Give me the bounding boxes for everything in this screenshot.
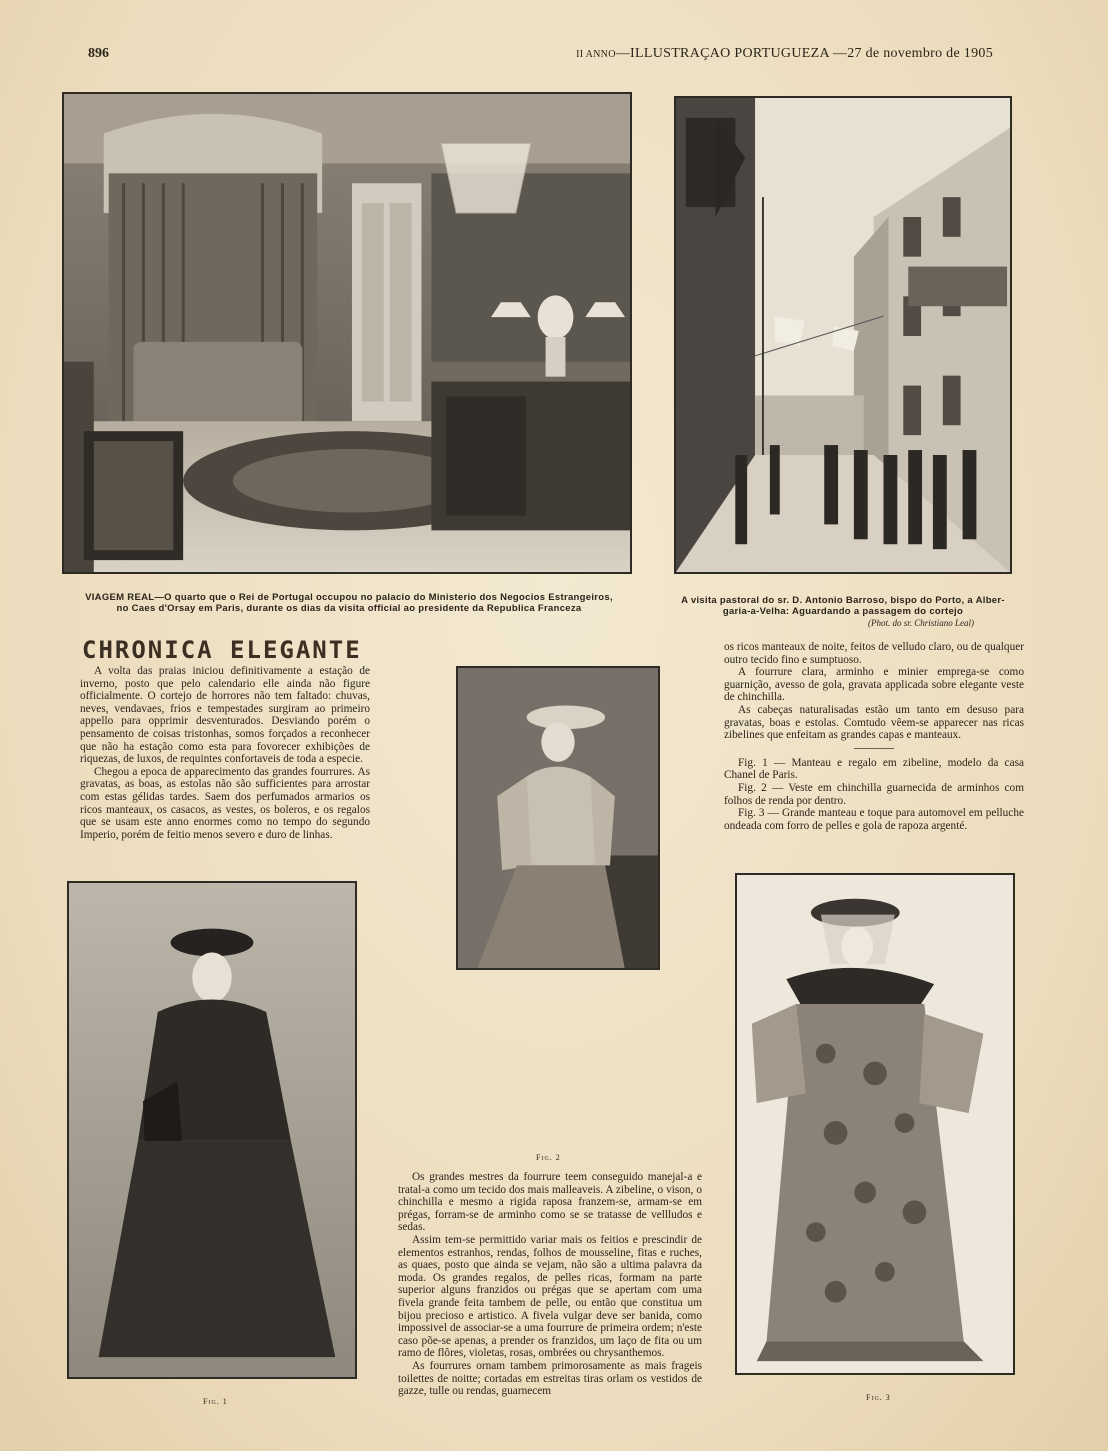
bedroom-caption-line2: no Caes d'Orsay em Paris, durante os dias da visita official ao presidente da Republica Franceza <box>116 603 582 614</box>
issue-date: 27 de novembro de 1905 <box>847 46 993 61</box>
paragraph: Chegou a epoca de apparecimento das grandes fourrures. As gravatas, as boas, as estolas não são sufficientes para arrostar com estas gélidas tardes. Saem dos perfumados armarios os ricos manteaux, os casacos, as vestes, os boleros, e os regalos que se usam este anno enormes como no tempo do segundo Imperio, porém de feitio menos severo e duro de linhas. <box>80 765 370 841</box>
article-column-3 <box>724 641 1024 832</box>
street-caption-line1: A visita pastoral do sr. D. Antonio Barroso, bispo do Porto, a Alber- <box>681 595 1005 606</box>
fig-caption-1: Fig. 1 — Manteau e regalo em zibeline, modelo da casa Chanel de Paris. <box>724 756 1024 782</box>
bedroom-photo <box>62 92 632 574</box>
street-caption-line2: garia-a-Velha: Aguardando a passagem do cortejo <box>722 606 964 617</box>
page-number: 896 <box>88 46 109 61</box>
publication-title: ILLUSTRAÇAO PORTUGUEZA <box>630 46 830 61</box>
paragraph: Assim tem-se permittido variar mais os feitios e prescindir de elementos estranhos, rendas, folhos de mousseline, fitas e ruches, as quaes, posto que ainda se vejam, não são a ultima palavra da moda. Os grandes regalos, de pelles ricas, formam na parte superior alguns franzidos ou prégas que se apertam com uma fivela grande feita tambem de pelle, ou então que constitua um bijou precioso e artistico. A fivela vulgar deve ser banida, como impossivel de associar-se a uma fourrure de primeira ordem; n'este caso põe-se apenas, a prender os franzidos, um laço de fita ou um ramo de flôres, violetas, rosas, ombrées ou chrysanthemos. <box>398 1233 702 1360</box>
running-header: II ANNO—ILLUSTRAÇAO PORTUGUEZA —27 de novembro de 1905 <box>576 46 993 61</box>
street-caption <box>656 595 1030 617</box>
fig3-photo <box>735 873 1015 1375</box>
bedroom-caption <box>44 592 654 614</box>
fig-caption-3: Fig. 3 — Grande manteau e toque para automovel em pelluche ondeada com forro de pelles e gola de rapoza argenté. <box>724 807 1024 832</box>
fig-caption-2: Fig. 2 — Veste em chinchilla guarnecida de arminhos com folhos de renda por dentro. <box>724 781 1024 807</box>
paragraph: As fourrures ornam tambem primorosamente as mais frageis toilettes de noitte; cortadas em estreitas tiras orlam os vestidos de gazze, tulle ou rendas, guarnecem <box>398 1359 702 1398</box>
paragraph: As cabeças naturalisadas estão um tanto em desuso para gravatas, boas e estolas. Comtudo vêem-se apparecer nas ricas zibelines que enfeitam as grandes capas e manteaux. <box>724 703 1024 742</box>
year-label: II ANNO <box>576 49 616 60</box>
fig1-photo <box>67 881 357 1379</box>
fig2-label: Fig. 2 <box>536 1153 561 1162</box>
bedroom-caption-line1: VIAGEM REAL—O quarto que o Rei de Portugal occupou no palacio do Ministerio dos Negocios Estrangeiros, <box>85 592 613 603</box>
article-title: CHRONICA ELEGANTE <box>82 636 362 664</box>
fig1-label: Fig. 1 <box>203 1397 228 1406</box>
fig2-photo <box>456 666 660 970</box>
paragraph: Os grandes mestres da fourrure teem conseguido manejal-a e tratal-a como um tecido dos mais malleaveis. A zibeline, o vison, o chinchilla e mesmo a rigida raposa franzem-se, armam-se em prégas, forram-se de arminho como se se tratasse de vellludos e sedas. <box>398 1171 702 1234</box>
street-photo <box>674 96 1012 574</box>
paragraph: A volta das praias iniciou definitivamente a estação de inverno, posto que pelo calendario elle ainda não figure officialmente. O cortejo de horrores não tem faltado: chuvas, neves, vendavaes, frios e tempestades surgiram ao primeiro appello para opprimir desventurados. Desviando porém o pensamento de coisas tristonhas, somos forçados a reconhecer que não ha estação como esta para fovorecer exhibições de riquezas, de luxos, de requintes confortaveis de toda a especie. <box>80 665 370 766</box>
article-column-2 <box>398 1171 702 1398</box>
paragraph: os ricos manteaux de noite, feitos de velludo claro, ou de qualquer outro tecido fino e sumptuoso. <box>724 641 1024 666</box>
street-photo-credit: (Phot. do sr. Christiano Leal) <box>868 618 975 628</box>
paragraph: A fourrure clara, arminho e minier emprega-se como guarnição, avesso de gola, gravata applicada sobre elegante veste de chinchilla. <box>724 666 1024 704</box>
divider <box>854 748 894 749</box>
fig3-label: Fig. 3 <box>866 1393 891 1402</box>
article-column-1 <box>80 665 370 841</box>
